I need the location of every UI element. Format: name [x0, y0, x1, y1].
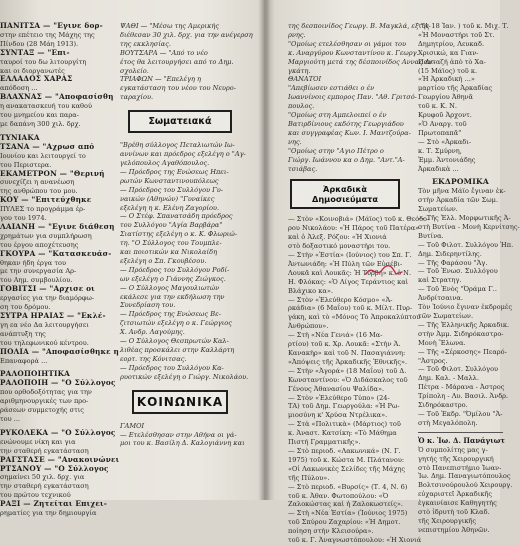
text-line: Συνεδρίαση του. [120, 301, 176, 310]
text-line: ΤΑ) τοῦ Δημ. Γεωργούλα: «Ἡ Ρω- [288, 402, 400, 411]
text-line: Ζαλοκώστας καὶ ἡ Ζαλοκωστείς». [288, 500, 404, 509]
text-line: ων εξελέγη ο Γιάννης Ζιώγκος. [120, 274, 226, 283]
text-line: Δημ. Καλ. - Μαλλ. [418, 374, 479, 383]
text-line: Πρωτοπαπᾶ" [418, 128, 462, 137]
text-line: ΒΟΥΤΣΑΡΑ — "Από το νέο [120, 48, 208, 57]
text-line: ΕΛΛΑΔΟΣ ΧΑΡΑΣ [0, 74, 73, 84]
text-line: ρωτών Κωνσταντινουπόλεως [120, 176, 219, 185]
text-line: ΓΑΜΟΙ [120, 421, 145, 430]
text-line: Η. Φλόκας: «Ὁ Λίγος Τεράντιος καὶ [288, 277, 409, 286]
text-line: «Οἱ Λακωνικὲς Σελίδες τῆς Μάχης [288, 464, 406, 473]
text-line: — Πρόεδρος της Ενώσεως Βε- [120, 310, 221, 319]
text-line: ΤΥΝΙΑΚΑ [0, 132, 40, 142]
text-line: τοῦ κ. Γ. Ἀναγνωστόπουλου: «Ἡ Χιονιά [288, 536, 422, 545]
text-line: αριθμηνουργικές των προ- [0, 397, 89, 406]
text-line: — Στὸ «Ἀρκαδι- [418, 137, 472, 146]
text-line: στὴ Βυτίνα - Μονὴ Κερνίτσης- [418, 222, 520, 231]
text-line: εγκατάσταση του νέου του Νευρο- [120, 84, 236, 93]
left-page-column-2 [120, 22, 255, 448]
text-line: — Στὸν «Ἐλεύθερο Κόσμο» «Ἀ- [288, 295, 393, 304]
text-line: ποίηση στὴν Κλεισούρα». [288, 527, 374, 536]
text-line: ἐγκαινίαισε Καθηγητής [418, 499, 497, 508]
text-line: τη. "Ο Σύλλογος του Τουμπλε- [120, 239, 222, 248]
text-line: ανάπτυξη της [0, 329, 46, 338]
text-line: «Ἡ Μοναστήρι τοῦ Στ. [418, 30, 495, 39]
weddings-deaths-items [288, 22, 436, 173]
text-line: — Τῆς Φαράσου "Ἀγ. [418, 258, 488, 267]
text-line: ΡΑΓΣΤΑΣΕ — "Ανακοινώνει [0, 454, 120, 464]
text-line: την σταθερή εγκατάσταση [0, 446, 89, 455]
text-line: Ἰω. Δημ. Παναγιωτόπουλος [418, 472, 511, 481]
text-line: ρυοτικών εξελέγη ο Γιώργ. Νικολάου. [120, 372, 249, 381]
text-line: του πρώτου τεχνικού [0, 491, 71, 500]
text-line: εορτ. της Κόνιτσας. [120, 354, 187, 363]
text-line: — Τοῦ Ἐνὸς "Ὀράμα Γ.. [418, 285, 497, 294]
portrait-caption: Ὁ κ. Ἰω. Δ. Πανάγιωτ [418, 435, 505, 445]
text-line: — Τοῦ Φιλοτ. Συλλόγου Ἠπ. [418, 240, 514, 249]
text-line: (15 Μάϊος) τοῦ κ. [418, 66, 478, 75]
text-line: του Αημ. συμβουλίου. [0, 276, 73, 285]
text-line: Πίνδου (28 Μάη 1913). [0, 39, 79, 48]
text-line: ΠΑΝΙΤΣΑ — "Εγινε δορ- [0, 21, 103, 30]
text-line: στὴ Μεγαλόπολη. [418, 418, 478, 427]
local-news-items [120, 22, 255, 102]
continued-publication-items [418, 22, 509, 173]
text-line: — Ο Στέφ. Σπανατσάδη πρόεδρος [120, 212, 233, 221]
text-line: Δημ. Σιδερηντίλης. [418, 249, 482, 258]
text-line: γελόπουλος Αγαθόπουλος. [120, 158, 210, 167]
text-line: ΤΣΑΝΑ — "Αχρωσ από [0, 141, 95, 151]
text-line: γάκη, καὶ τὸ «Μόνος Τὸ Ἀπροκαλύπτου [288, 313, 421, 322]
text-line: Τὸν μῆνα Μάϊο ἔγιναν ἐκ- [418, 187, 506, 196]
text-line: — Στὸν «Κοινοβιά» (Μάϊος) τοῦ κ. Θεόδο- [288, 215, 430, 224]
text-line: της δεσποινίδος Γεωργ. Β. Μαγκλά, εξ "Α- [288, 22, 431, 30]
text-line: Ιουνίου και λειτουργεί το [0, 151, 86, 160]
text-line: ναικών (Αθηνών) "Γυναίκες [120, 194, 215, 203]
text-line: ΡΑΛΟΠΟΙΗΤΙΚΑ [0, 369, 70, 379]
text-line: τοῦ κ. Ἀθαν. Φωτοπούλου: «Ὁ [288, 491, 389, 500]
text-line: Κανακὴρ» καὶ τοῦ Ν. Πασαγιάννη: [288, 349, 406, 357]
text-line: ΣΥΤΡΑ ΗΡΑΙΑΣ — "Εκλέ- [0, 311, 106, 320]
text-line: «Ἡ Ἀρκαδικὴ ...» [418, 75, 475, 84]
social-news-items [120, 422, 255, 449]
text-line: ΓΟΒΙΤΣΙ — "Αρχισε οι [0, 284, 95, 294]
text-line: — Τοῦ Φιλοτ. Συλλόγου [418, 365, 499, 374]
text-line: την σταθερή εγκατάσταση [0, 482, 89, 491]
text-line: Βλάχικο κα». [288, 286, 333, 295]
right-page [268, 0, 520, 545]
text-line: κ. Αναργύρου Κωνσταντίνου κ. Γεωργ. [288, 48, 419, 57]
text-line: — Πρόεδρος του Συλλόγου Κα- [120, 363, 224, 372]
text-line: "Ομοίως στην "Αγιο Πέτρο ο [288, 146, 384, 155]
text-line: Σωματείων. [418, 205, 458, 214]
text-line: τῆς Πύλου». [288, 473, 330, 482]
text-line: έτος θα λειτουργήσει από το Δημ. [120, 57, 234, 66]
text-line: ΡΥΚΟΛΕΚΑ — "Ο Σύλλογος [0, 427, 116, 437]
text-line: νης. [288, 137, 302, 146]
text-line: — Τῆς Ἑλληνικῆς Ἀρκαδικ. [418, 320, 510, 329]
text-line: — Ο Σύλλογος Μαγουλιωτών [120, 283, 220, 292]
text-line: ζιτσιωτών εξελέγη ο κ. Γεώργιος [120, 319, 232, 328]
text-line: "Ομοίως ετελέσθησαν οι γάμοι του [288, 39, 406, 48]
text-line: — Πρόεδρος της Ενώσεως Ηπει- [120, 167, 229, 176]
text-line: — Στὸ περιοδ. «Λακωνικά» (Ν. Γ. [288, 446, 401, 455]
left-page-column-1 [0, 21, 120, 518]
text-line: ΕΚΑΜΕΤΡΟΝ — "Θερινή [0, 168, 105, 178]
text-line: Ἀντωνιάδη: «Ἡ Πύλη τῶν Εὐσέβι- [288, 259, 403, 268]
text-line: Σιδηρόκαστρο. [418, 401, 468, 410]
text-line: Ἀνδρίτσαινα. [418, 294, 463, 303]
text-line: — Τοῦ Ἐνωσ. Συλλόγου [418, 267, 498, 276]
text-line: Βυτίνα. [418, 231, 444, 240]
text-line: Γιώργ. Ιωάννου κα ο Δημ. "Αντ."Α- [288, 155, 405, 164]
text-line: ΓΚΟΥΡΑ — "Κατασκευάσ- [0, 248, 112, 258]
text-line: τῆς Χειρουργικῆς [418, 516, 477, 525]
text-line: ΠΟΛΙΑ — "Αποφασίσθηκε η [0, 346, 120, 356]
text-line: — Στὴ «Νέα Ἑστία» (Ἰούνιος 1975) [288, 509, 408, 518]
text-line: Πιστή Γραμματικῆς». [288, 438, 361, 447]
text-line: Πέτρα - Μάρανα - Ἀστρος [418, 383, 505, 392]
text-line: τσιάβας. [288, 164, 318, 173]
text-line: εξελέγη ο Σπ. Γκουβέσου. [120, 256, 207, 265]
text-line: σχολείο. [120, 66, 149, 75]
text-line: Ἐμμ. Ἀντονιάδης [418, 155, 476, 164]
text-line: — Στὴ «Νέα Γενιά» (16 Μα- [288, 331, 383, 340]
text-line: απόδοση ... [0, 84, 38, 93]
text-line: χρημάτων για συμπλήρωση [0, 231, 92, 240]
text-line: του Συλλόγου "Αγία Βαρβάρα" [120, 221, 223, 230]
text-line: γου του 1974. [0, 214, 47, 223]
text-line: στὸ ἱδρυτὴ τοῦ Κλαδ. [418, 508, 490, 517]
text-line: καὶ Στρατηγ. [418, 276, 462, 285]
text-line: Κρυφοῦ Ἀρχοντ. [418, 111, 472, 120]
text-line: — Τῆς Ἑλλ. Μορφωτικῆς Ἀ- [418, 214, 511, 223]
text-line: Κωνσταντίνου: «Ὁ Διδάσκαλος τοῦ [288, 375, 408, 384]
excursion-items [418, 187, 520, 427]
text-line: — Στὴν «Ἐστία» (Ιούνιος) του Σπ. Γ. [288, 251, 412, 260]
text-line: καὶ ὁ Ἀλεξ. Ρόζου: «Ἡ Χιονιά [288, 233, 387, 242]
text-line: Ιωαννίνοις εμπορος Παν. "Αθ. Γριτσό- [288, 93, 417, 102]
text-line: — Στὰ «Πολιτικὰ» (Μάρτιος) τοῦ [288, 420, 401, 429]
text-line: τοῦ κ. Κ. Ν. [418, 102, 458, 111]
text-line: του έργου αποχέτευσης [0, 240, 79, 249]
text-line: τοῦ Σπύρου Ζαχαρίου: «Ἡ Δημοτ. [288, 518, 401, 527]
text-line: Γεωργίου Ἀθηνᾶ [418, 93, 473, 102]
text-line: — Πρόεδρος του Συλλόγου Γυ- [120, 185, 223, 194]
text-line: η ανακατασκευή του καθού [0, 102, 92, 111]
section-heading-associations: Σωματειακά [128, 110, 232, 133]
text-line: Χ. Ανδρ. Λαγούμης. [120, 328, 185, 337]
text-line: κ. Τ. Σμύρνη, [418, 146, 462, 155]
text-line: θηκαν ήδη έργα του [0, 258, 66, 267]
text-line: στὴν Ἀμμ. Σιδηρόκαστρο- [418, 329, 504, 338]
text-line: Επαναφορά ... [0, 356, 48, 365]
text-line: και συγγραφέας Κων. Ι. Μαντζούρα- [288, 128, 411, 137]
text-line: 1975) τοῦ κ. Κώστα Μ. Πλάτανου: [288, 455, 405, 464]
text-line: νεπιστημίου Ἀθηνῶν. [418, 525, 490, 534]
text-line: ΡΑΞΙ — Ζητείται Επιχει- [0, 499, 108, 509]
text-line: εκάλεσε για την εκδήλωση την [120, 292, 225, 301]
text-line: εξελέγη η κ. Ελένη Ζαγορίου. [120, 203, 220, 212]
text-line: εργασίες για την διαμόρφω- [0, 294, 95, 303]
text-line: ση του δρόμου. [0, 303, 51, 312]
text-line: τῆς 18 Ἰαν. ) τοῦ κ. Μιχ. Τ. [418, 22, 509, 30]
text-line: λιθέας προσκάλει στην Καλλάρτη [120, 346, 235, 354]
text-line: στὴν Ἀρκαδία τῶν Σωμ. [418, 196, 499, 205]
text-line: — Τῆς «Σέρκοσης» Πεαρό- [418, 347, 507, 356]
text-line: ρηματίες για την δημιουργία [0, 509, 97, 518]
text-line: ΒΛΑΧΝΑΣ — "Αποφασίσθη [0, 92, 114, 102]
text-line: στὸ δοξαστικό μοναστήρι του. [288, 242, 391, 251]
text-line: ρου Νικολάου: «Ἡ Πάρος τοῦ Πατέρα» [288, 224, 420, 233]
handwritten-mark [364, 260, 404, 282]
text-line: — Ο Σύλλογος Θεσπρωτών Καλ- [120, 337, 229, 346]
text-line: ΘΑΝΑΤΟΙ [288, 75, 322, 84]
section-heading-social: ΚΟΙΝΩΝΙΚΑ [132, 390, 228, 414]
text-line: ρτίου) τοῦ κ. Χρ. Λουκᾶ: «Στὴν Ἀ. [288, 340, 401, 349]
text-line: ρκάδια» (6 Μαΐου) τοῦ κ. Μίλτ. Πυρ- [288, 304, 413, 313]
text-line: Τρίπολη - Λυ. Βασιλ. Ἀνδρ. [418, 392, 509, 401]
text-line: Σιατίστης εξελέγη ο κ. Κ. Φλωριώ- [120, 230, 237, 239]
text-line: και ποιοτικών κα Νικολαίδη [120, 248, 218, 257]
text-line: Ὁ συμπολίτης μας γ- [418, 445, 488, 454]
text-line: ράσεων συμμετοχής στις [0, 406, 85, 415]
text-line: Πανταζή ἀπὸ τὸ Χα- [418, 57, 486, 66]
section-heading-arcadian-publications: Ἀρκαδικὰ Δημοσιεύματα [290, 179, 400, 209]
text-line: κ. Ἀναστ. Κατσίκη: «Τὸ Μάθημα [288, 429, 397, 438]
text-line: στην επέτειο της Μάχης της [0, 30, 95, 39]
text-line: ΡΤΣΑΝΟΥ — "Ο Σύλλογος [0, 463, 109, 473]
text-line: Λουκᾶ καὶ Λουκᾶς: Ἡ Τύρβη» κ. ὁ Ν. [288, 268, 412, 277]
text-line: — Στὸ περιοδ. «Βυρσίς» (Τ. 4, Ν. 6) [288, 482, 408, 491]
text-line: και οι διοργανωτές [0, 66, 65, 75]
text-line: Δημητρίου, Λευκαδ. [418, 39, 485, 48]
text-line: του μνημείου και παρα- [0, 111, 79, 120]
text-line: "Ἀστρος. [418, 356, 448, 365]
text-line: που ορθοδοξότητας για την [0, 388, 92, 397]
text-line: στὸ Πανεπιστήμιο Ἰωαν- [418, 463, 502, 472]
text-line: Γένους Ἀθανασίου Ψαλίδα». [288, 384, 385, 393]
text-line: συνεχίζει η ανανέωση [0, 178, 75, 187]
text-line: σημαίνει 50 χιλ. δρχ. για [0, 473, 85, 482]
section-heading-excursions: ΕΚΔΡΟΜΙΚΑ [432, 177, 489, 187]
association-news-items [120, 141, 255, 381]
text-line: μοι του κ. Βασίλη Δ. Καλογιάννη και [120, 439, 245, 448]
text-line: ενώνουμε νίκη και για [0, 437, 76, 446]
text-line: "Βρέθη σύλλογος Πεταλιωτών Ιω- [120, 141, 235, 150]
text-line: «Ὁ Αναργ. τοῦ [418, 119, 467, 128]
text-line: του τηλεφωνικού κέντρου. [0, 338, 89, 347]
text-line: — Στὴν «Ἀγορά» (18 Μαΐου) τοῦ Δ. [288, 366, 407, 375]
text-line: τῶν Σωματείων. [418, 312, 474, 320]
text-line: γκάτη. [288, 66, 311, 75]
text-line: ταραχίου. [120, 93, 154, 102]
text-line: "Απεβίωσεν εστιάθει ο έν [288, 84, 375, 93]
text-line: γητής τῆς Χειρουργική [418, 454, 494, 463]
text-line: Ἀνθρώπου». [288, 322, 329, 331]
text-line: "Ομοίως στη Αμπελοιπεί ο έν [288, 111, 387, 120]
text-line: — Στὸν «Ἐλεύθερο Τύπο» (24- [288, 393, 390, 402]
text-line: ΨΑΘΙ — "Μέσω της Αμερικής [120, 22, 220, 30]
text-line: «Ἀπόψεις τῆς Ἀρκαδικῆς Ἐθνικῆς». [288, 357, 408, 366]
text-line: ΠΥΛΕΣ το προγράμμα έρ- [0, 205, 86, 214]
text-line: της εκκλησίας. [120, 39, 172, 48]
text-line: Ἀρκαδικὰ ... [418, 164, 459, 173]
text-line: του Περιστερα. [0, 160, 52, 169]
text-line: Χρισικώ, κα Γιαν- [418, 48, 479, 57]
text-line: — Πρόεδρος του Συλλόγου Ροδί- [120, 265, 230, 274]
text-line: Μονὴ Ἕλωνα. [418, 338, 466, 347]
text-line: της ανθρώπου του μου. [0, 187, 78, 196]
text-line: με την συνεργασία Αρ- [0, 267, 77, 276]
left-page [0, 0, 260, 518]
text-line: με δαπάνη 300 χιλ. δρχ. [0, 119, 81, 128]
divider [418, 432, 503, 433]
text-line: Βατιρδίνιους εκδότης Γεωργιάδου [288, 119, 404, 128]
professor-article-items [418, 445, 513, 535]
text-line: — Ετελέσθησαν στην Αθήνα οι γά- [120, 430, 237, 439]
text-line: μαρτίου τῆς Ἀρκαδίας [418, 84, 493, 93]
text-line: ΡΑΛΟΠΟΙΗ — "Ο Σύλλογος [0, 378, 116, 388]
text-line: ΤΡΙΑΦΩΝ — "Επελέγη η [120, 75, 202, 84]
text-line: γη εα νέο Δα λειτουργήσει [0, 320, 89, 329]
text-line: ΚΟΥ — "Επιτεύχθηκε [0, 195, 92, 205]
text-line: ΛΑΙΑΝΗ — "Εγινε διάθεση [0, 221, 115, 231]
text-line: μιοσύνη κ' Χρύσα Ντρέλικα». [288, 411, 388, 420]
text-line: — Τοῦ Ἐκδρ. "Ὀμίλου "Ἀ- [418, 409, 503, 418]
text-line: πουλος. [288, 102, 315, 111]
text-line: Μαργιούτη μετά της δέσποινίδος Αννας Λε- [288, 57, 436, 66]
text-line: Τὸν Ἰούνιο ἔγιναν ἐκδρομές [418, 303, 513, 312]
text-line: ταυροί του δω λιτουργίτη [0, 57, 87, 66]
text-line: ΣΥΝΤΑΞ — "Επι- [0, 47, 70, 57]
right-page-column-2 [418, 22, 520, 535]
text-line: διέθεσαν 30 χιλ. δρχ. για την ανέγερση [120, 30, 253, 39]
text-line: εὐχαριστεῖ Ἀρκαδικῆς [418, 490, 493, 499]
text-line: του ... [0, 414, 21, 423]
text-line: Βολτσινούρουλού Χειρουργ. [418, 481, 513, 490]
text-line: ρνης. [288, 30, 306, 39]
text-line: αννίνων και πρόεδρος εξελέγη ο "Αγ- [120, 150, 246, 159]
